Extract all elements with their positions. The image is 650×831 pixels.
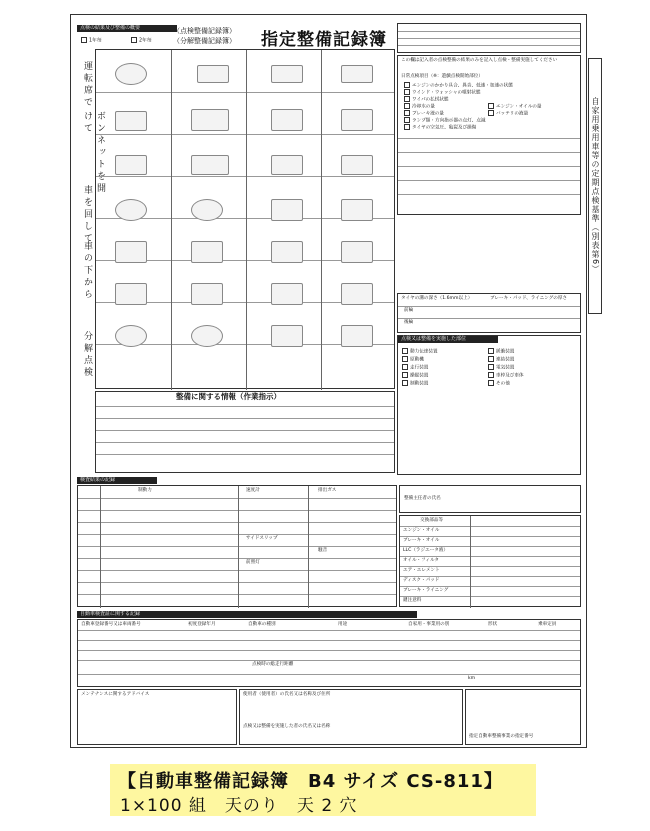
cycle-1yr: 1年毎 [81,37,102,44]
drum-icon [341,199,373,221]
check-item-8[interactable]: 車枠及び車体 [488,372,524,379]
exhaust-icon [341,155,373,175]
notes-item-4: 冷却水の量 [404,103,435,110]
part-2: LLC（ラジエータ液） [403,548,449,553]
cert-field-2: 自動車の種別 [248,622,276,627]
certified-label: 指定自動車整備事業の指定番号 [469,734,534,739]
shock-absorber-icon [191,283,223,305]
parts-table [399,515,581,607]
part-7: 鍵注意料 [403,598,422,603]
bracket-1: （点検整備記録簿） [173,27,236,35]
part-1: ブレーキ・オイル [403,538,440,543]
check-item-9[interactable]: その他 [488,380,510,387]
part-4: エア・エレメント [403,568,440,573]
notes-item-6: ブレーキ液の量 [404,110,444,117]
part-6: ブレーキ・ライニング [403,588,449,593]
maintenance-info-header: 整備に関する情報（作業指示） [176,392,281,401]
spark-plug-icon [271,109,303,131]
exhaust-label: 排出ガス [318,488,337,493]
wheel-icon [191,199,223,221]
part-0: エンジン・オイル [403,528,440,533]
notes-header: この欄は記入者の点検整備の結果のみを記入し点検・整備実施してください [401,58,558,63]
page-title: 指定整備記録簿 [261,30,387,50]
legend-grid [397,23,581,53]
product-title: 【自動車整備記録簿 B4 サイズ CS-811】 [118,771,503,792]
brake-hose-icon [115,241,147,263]
part-3: オイル・フィルタ [403,558,439,563]
notes-item-7: バッテリの液量 [488,110,528,117]
odometer-label: 点検時の総走行距離 [252,662,294,667]
check-item-1[interactable]: 原動機 [402,356,424,363]
cert-field-4: 自家用・事業用の別 [408,622,450,627]
cert-table [77,619,581,687]
drive-shaft-icon [191,241,223,263]
check-item-7[interactable]: 電気装置 [488,364,514,371]
certified-box [465,689,581,745]
rear-wheel-label: 後輪 [404,320,414,325]
maintenance-info-area [95,391,395,473]
check-item-4[interactable]: 制動装置 [402,380,428,387]
front-wheel-label: 前輪 [404,308,414,313]
notes-item-0: 日常点検項目（※：遊戯点検開始部位） [401,74,483,79]
gearbox-icon [191,109,229,131]
parts-header: 交換部品等 [420,518,443,523]
section-label-driver: 運転席で [82,61,92,109]
notes-item-2: ウインド・ウォッシャの噴射状態 [404,89,481,96]
notes-item-9: タイヤの空気圧、亀裂及び損傷 [404,124,476,131]
headlight-label: 前照灯 [246,560,260,565]
tester-icon [341,325,373,347]
tire-table-header: タイヤの溝の深さ（1.6mm以上） [401,296,473,301]
cert-field-1: 初度登録年月 [188,622,216,627]
check-items-panel [397,335,581,475]
speedometer-label: 速度計 [246,488,260,493]
product-subtitle: 1×100 組 天のり 天 2 穴 [120,796,358,816]
parking-brake-icon [271,65,303,83]
owner-name-label: 使用者（使用者）の氏名又は名称及び住所 [243,692,331,697]
km-unit: km [468,676,476,681]
notes-item-5: エンジン・オイルの量 [488,103,541,110]
brake-pad-header: ブレーキ・パッド、ライニングの厚さ [490,296,568,301]
suspension-icon [341,241,373,263]
muffler-icon [271,283,303,305]
notes-item-1: エンジンのかかり具合、異音、低速・加速の状態 [404,82,513,89]
owner-box [239,689,463,745]
master-cylinder-icon [115,155,147,175]
part-5: ディスク・パッド [403,578,440,583]
check-items-header: 点検又は整備を実施した部位 [398,336,498,343]
cert-field-5: 形状 [488,622,498,627]
advice-label: メンテナンスに関するアドバイス [81,692,150,697]
brake-record-label: 制動力 [138,488,152,493]
power-steering-icon [115,111,147,131]
product-label [110,764,536,816]
inspection-results-table [77,485,397,607]
engine-icon [341,109,373,131]
tire-depth-table [397,293,581,333]
frame-icon [341,283,373,305]
section-label-bonnet: ボンネットを開けて [82,111,105,195]
side-label: 自家用乗用車等の定期点検基準（別表第6） [588,58,602,314]
bracket-2: （分解整備記録簿） [173,37,236,45]
check-item-6[interactable]: 連結装置 [488,356,514,363]
master-cylinder-disassembly-icon [115,325,147,347]
section-label-under: 車の下から [82,241,92,301]
steering-wheel-icon [115,63,147,85]
tire-icon [115,199,147,221]
check-item-2[interactable]: 走行装置 [402,364,428,371]
check-item-3[interactable]: 操縦装置 [402,372,428,379]
clutch-pedal-icon [341,65,373,83]
battery-icon [191,155,229,175]
notes-panel [397,55,581,215]
differential-icon [115,283,147,305]
advice-box[interactable] [77,689,237,745]
owner-field[interactable] [399,485,581,513]
owner-field-label: 整備主任者の氏名 [404,496,441,501]
check-item-5[interactable]: 緩衝装置 [488,348,514,355]
notes-item-8: ランプ類・方向指示器の点灯、点滅 [404,117,486,124]
check-item-0[interactable]: 動力伝達装置 [402,348,438,355]
brake-disc-icon [271,199,303,221]
drum-disassembly-icon [191,325,223,347]
air-cleaner-icon [271,155,303,175]
cycle-2yr: 2年毎 [131,37,152,44]
section-label-disassembly: 分解点検 [82,331,92,379]
brake-pedal-icon [197,65,229,83]
cert-header: 自動車検査証に関する記録 [77,611,417,618]
record-sheet [70,14,587,748]
inspector-label: 点検又は整備を実施した者の氏名又は名称 [243,724,331,729]
section-label-wheels: 車を回して [82,185,92,245]
cert-field-6: 乗車定員 [538,622,557,627]
cert-field-3: 用途 [338,622,348,627]
caliper-icon [271,325,303,347]
sideslip-label: サイドスリップ [246,536,278,541]
notes-item-3: ワイパの払拭状態 [404,96,449,103]
section-header-overview: 点検の結果及び整備の概要 [77,25,177,32]
steering-linkage-icon [271,241,303,263]
noise-label: 騒音 [318,548,328,553]
cert-field-0: 自動車登録番号又は車両番号 [81,622,141,627]
inspection-results-header: 検査結果の記録 [77,477,157,484]
